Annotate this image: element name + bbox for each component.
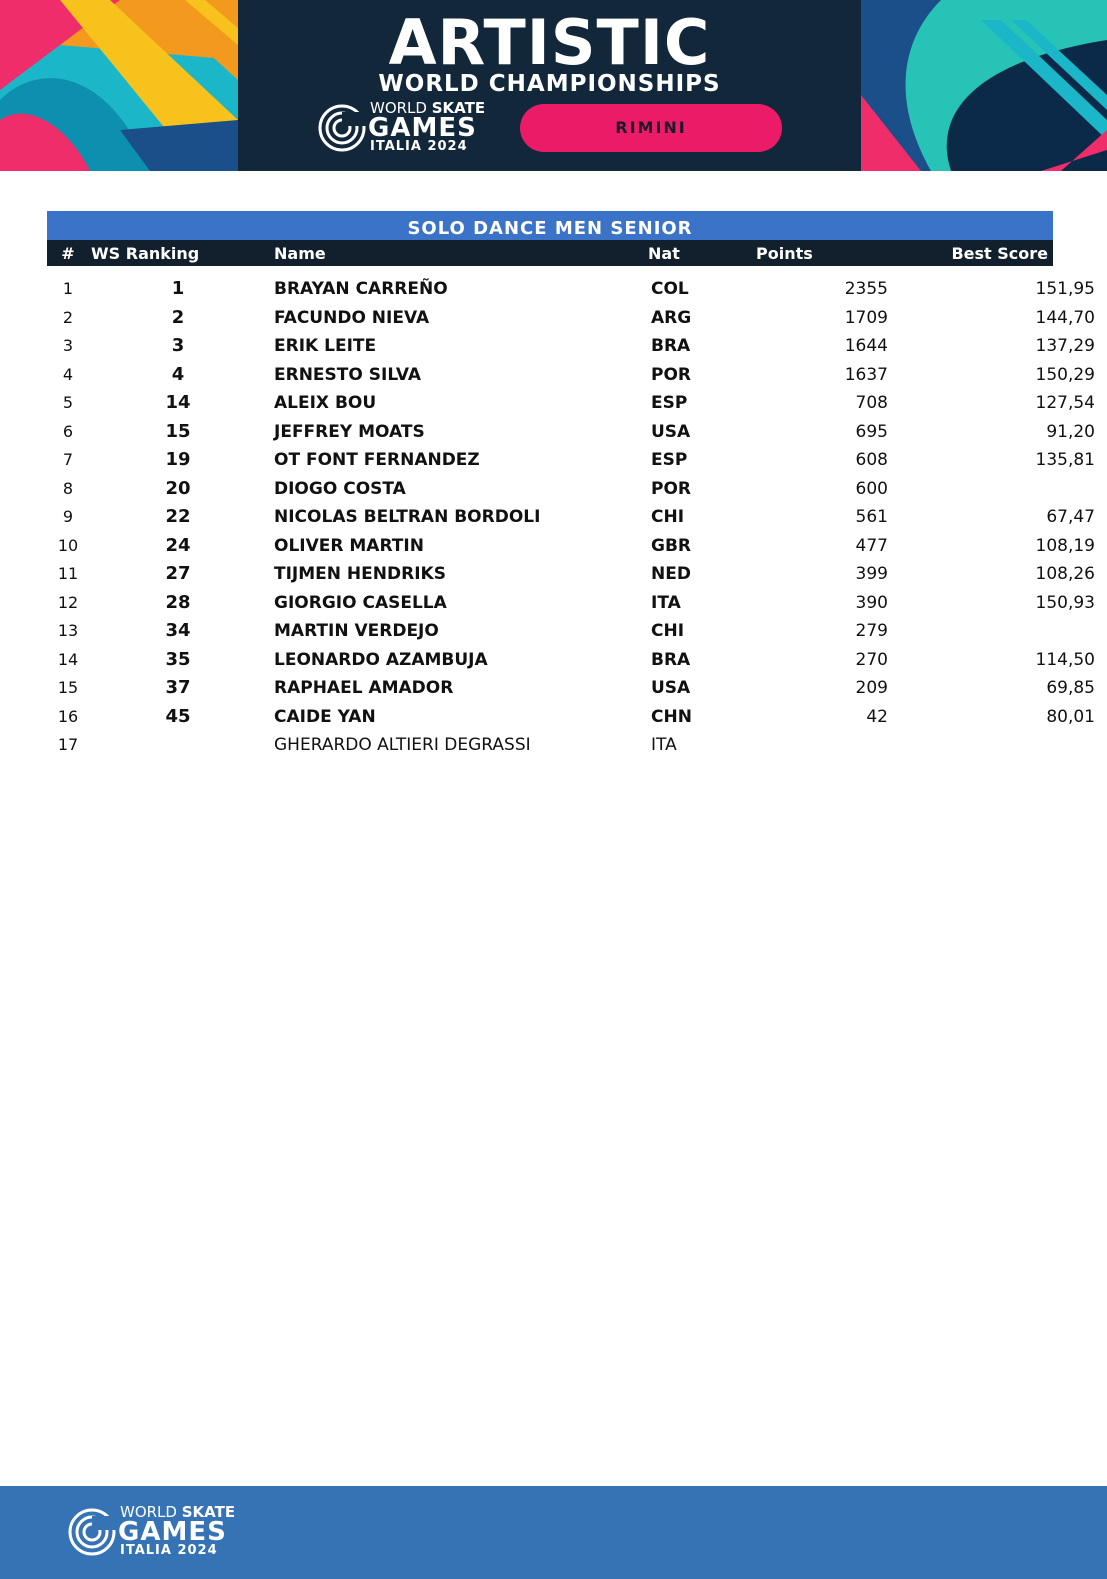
cell-nationality: GBR [651, 535, 692, 556]
cell-nationality: BRA [651, 649, 691, 670]
col-header-best: Best Score [951, 244, 1048, 263]
table-row [47, 389, 1095, 418]
cell-points: 1637 [844, 364, 888, 385]
footer-logo-world: WORLD [120, 1503, 177, 1521]
cell-best-score: 151,95 [1035, 279, 1095, 299]
cell-best-score: 135,81 [1035, 450, 1095, 470]
cell-nationality: ITA [651, 592, 681, 613]
cell-points: 708 [855, 393, 888, 413]
col-header-nat: Nat [648, 244, 680, 263]
cell-position: 8 [62, 478, 74, 498]
cell-name: JEFFREY MOATS [274, 421, 425, 442]
cell-ws-ranking: 35 [165, 648, 191, 670]
table-row [47, 703, 1095, 732]
cell-nationality: NED [651, 564, 691, 584]
logo-italia: ITALIA 2024 [370, 139, 468, 154]
table-row [47, 503, 1095, 532]
cell-name: BRAYAN CARREÑO [274, 279, 448, 299]
cell-best-score: 144,70 [1035, 307, 1095, 328]
games-logo [316, 100, 516, 156]
table-body [47, 275, 1095, 760]
table-row [47, 475, 1053, 504]
cell-name: MARTIN VERDEJO [274, 621, 439, 641]
cell-ws-ranking: 19 [165, 449, 191, 470]
col-header-name: Name [274, 244, 326, 263]
table-row [47, 617, 1053, 646]
cell-position: 3 [62, 336, 74, 355]
cell-nationality: POR [651, 478, 692, 499]
cell-position: 1 [62, 279, 74, 298]
cell-position: 4 [62, 364, 74, 384]
cell-position: 7 [62, 450, 74, 469]
cell-ws-ranking: 22 [165, 506, 191, 527]
cell-nationality: CHI [651, 507, 685, 527]
cell-name: ERNESTO SILVA [274, 364, 421, 385]
cell-nationality: CHI [651, 621, 685, 641]
footer-logo-games: GAMES [118, 1517, 227, 1547]
table-row [47, 646, 1095, 675]
banner-title-panel [238, 0, 861, 171]
table-row [47, 532, 1095, 561]
cell-name: ERIK LEITE [274, 336, 377, 356]
cell-name: RAPHAEL AMADOR [274, 678, 454, 698]
cell-ws-ranking: 34 [165, 620, 191, 641]
cell-nationality: USA [651, 421, 691, 442]
cell-ws-ranking: 37 [165, 677, 191, 698]
table-row [47, 418, 1095, 447]
cell-name: FACUNDO NIEVA [274, 307, 430, 328]
cell-ws-ranking: 15 [165, 420, 191, 442]
cell-ws-ranking: 28 [165, 591, 191, 613]
cell-position: 11 [57, 564, 79, 583]
cell-name: DIOGO COSTA [274, 478, 406, 499]
table-row [47, 304, 1095, 333]
cell-points: 42 [866, 706, 888, 727]
header-banner [0, 0, 1107, 171]
cell-name: OLIVER MARTIN [274, 535, 424, 556]
cell-best-score: 69,85 [1046, 678, 1095, 698]
footer-logo-skate: SKATE [181, 1503, 236, 1521]
ranking-table [47, 211, 1095, 760]
cell-points: 477 [855, 535, 888, 556]
cell-points: 2355 [844, 279, 888, 299]
decorative-stripes-right [861, 0, 1107, 171]
cell-name: NICOLAS BELTRAN BORDOLI [274, 507, 541, 527]
cell-nationality: ESP [651, 393, 688, 413]
cell-best-score: 150,93 [1035, 592, 1095, 613]
cell-position: 10 [57, 535, 79, 555]
cell-points: 1709 [844, 307, 888, 328]
cell-ws-ranking: 45 [165, 705, 191, 727]
cell-position: 9 [62, 507, 74, 526]
cell-points: 600 [855, 478, 888, 499]
cell-best-score: 137,29 [1035, 336, 1095, 356]
event-title: ARTISTIC [388, 6, 711, 79]
cell-nationality: CHN [651, 706, 692, 727]
decorative-stripes-left [0, 0, 238, 171]
footer-logo-italia: ITALIA 2024 [120, 1543, 218, 1558]
cell-points: 390 [855, 592, 888, 613]
cell-position: 17 [57, 735, 79, 754]
category-title: SOLO DANCE MEN SENIOR [47, 211, 1053, 240]
cell-name: CAIDE YAN [274, 706, 376, 727]
cell-ws-ranking: 1 [171, 278, 185, 299]
col-header-rank: WS Ranking [91, 244, 200, 263]
cell-nationality: USA [651, 678, 691, 698]
cell-name: GIORGIO CASELLA [274, 592, 447, 613]
table-row [47, 275, 1095, 304]
table-row [47, 674, 1095, 703]
cell-best-score: 80,01 [1046, 706, 1095, 727]
cell-points: 399 [855, 564, 888, 584]
cell-nationality: COL [651, 279, 689, 299]
cell-name: ALEIX BOU [274, 393, 377, 413]
table-row [47, 731, 1053, 760]
cell-best-score: 114,50 [1035, 649, 1095, 670]
cell-position: 2 [62, 307, 74, 327]
cell-nationality: ARG [651, 307, 692, 328]
cell-points: 209 [855, 678, 888, 698]
cell-best-score: 91,20 [1046, 421, 1095, 442]
cell-points: 695 [855, 421, 888, 442]
table-row [47, 446, 1095, 475]
cell-nationality: BRA [651, 336, 691, 356]
cell-ws-ranking: 27 [165, 563, 191, 584]
table-row [47, 589, 1095, 618]
cell-position: 12 [57, 592, 79, 612]
cell-best-score: 127,54 [1035, 393, 1095, 413]
cell-points: 270 [855, 649, 888, 670]
cell-nationality: ESP [651, 450, 688, 470]
cell-position: 13 [57, 621, 79, 640]
cell-ws-ranking: 4 [171, 363, 185, 385]
cell-points: 1644 [844, 336, 888, 356]
cell-name: OT FONT FERNANDEZ [274, 450, 480, 470]
cell-position: 6 [62, 421, 74, 441]
table-row [47, 560, 1095, 589]
table-row [47, 332, 1095, 361]
cell-points: 608 [855, 450, 888, 470]
logo-world: WORLD [370, 99, 427, 117]
col-header-points: Points [756, 244, 813, 263]
col-header-pos: # [61, 244, 75, 263]
cell-points: 561 [855, 507, 888, 527]
table-header [47, 240, 1053, 266]
cell-best-score: 150,29 [1035, 364, 1095, 385]
cell-ws-ranking: 20 [165, 477, 191, 499]
logo-games: GAMES [368, 113, 477, 143]
cell-position: 16 [57, 706, 79, 726]
swirl-logo-icon [316, 102, 368, 154]
city-badge: RIMINI [520, 104, 782, 152]
cell-name: LEONARDO AZAMBUJA [274, 649, 488, 670]
cell-name: GHERARDO ALTIERI DEGRASSI [274, 735, 531, 755]
logo-skate: SKATE [431, 99, 486, 117]
cell-best-score: 108,19 [1035, 535, 1095, 556]
cell-position: 14 [57, 649, 79, 669]
cell-ws-ranking: 24 [165, 534, 191, 556]
cell-ws-ranking: 2 [171, 306, 185, 328]
cell-name: TIJMEN HENDRIKS [274, 564, 446, 584]
cell-best-score: 67,47 [1046, 507, 1095, 527]
footer-bar [0, 1486, 1107, 1579]
footer-swirl-logo-icon [66, 1506, 118, 1558]
table-row [47, 361, 1095, 390]
cell-points: 279 [855, 621, 888, 641]
cell-best-score: 108,26 [1035, 564, 1095, 584]
event-subtitle: WORLD CHAMPIONSHIPS [378, 71, 721, 97]
cell-position: 15 [57, 678, 79, 697]
cell-nationality: POR [651, 364, 692, 385]
footer-games-logo [66, 1504, 266, 1560]
cell-position: 5 [62, 393, 74, 412]
cell-ws-ranking: 14 [165, 392, 191, 413]
cell-nationality: ITA [651, 735, 677, 755]
cell-ws-ranking: 3 [171, 335, 185, 356]
